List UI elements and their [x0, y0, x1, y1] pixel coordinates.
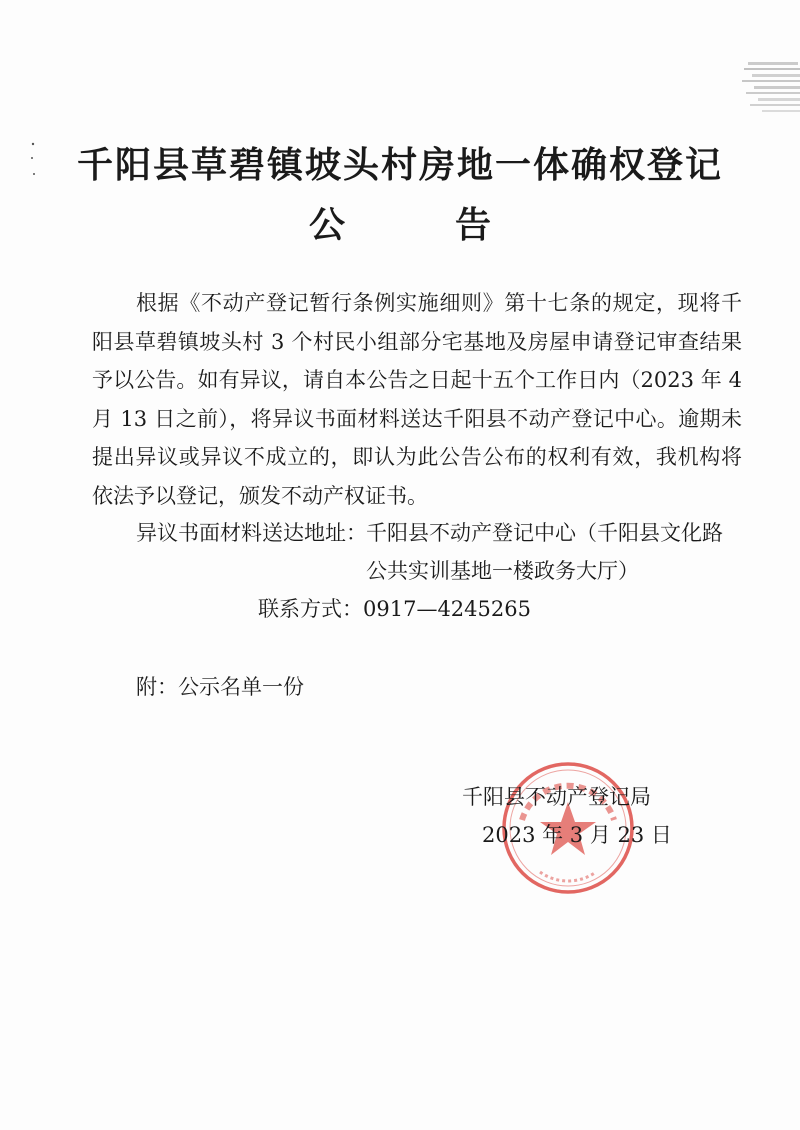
address-label: 异议书面材料送达地址：: [136, 521, 367, 545]
address-line-1: 千阳县不动产登记中心（千阳县文化路: [366, 521, 723, 545]
attachment-note: 附：公示名单一份: [136, 675, 304, 699]
address-line-2: 公共实训基地一楼政务大厅）: [366, 559, 639, 583]
document-title: 千阳县草碧镇坡头村房地一体确权登记: [76, 145, 723, 186]
scan-artifact-icon: [740, 58, 800, 128]
body-paragraph: 根据《不动产登记暂行条例实施细则》第十七条的规定，现将千阳县草碧镇坡头村 3 个村民小组部分宅基地及房屋申请登记审查结果予以公告。如有异议，请自本公告之日起十五个工作日内（2023 年 4 月 13 日之前），将异议书面材料送达千阳县不动产登记中心。逾期未提出异议或异议不成立的，即认为此公告公布的权利有效，我机构将依法予以登记，颁发不动产权证书。: [92, 291, 742, 508]
document-subtitle: 公告: [308, 205, 601, 246]
contact-info: 联系方式：0917—4245265: [258, 597, 531, 621]
signature-organization: 千阳县不动产登记局: [462, 785, 651, 809]
signature-date: 2023 年 3 月 23 日: [482, 823, 672, 847]
